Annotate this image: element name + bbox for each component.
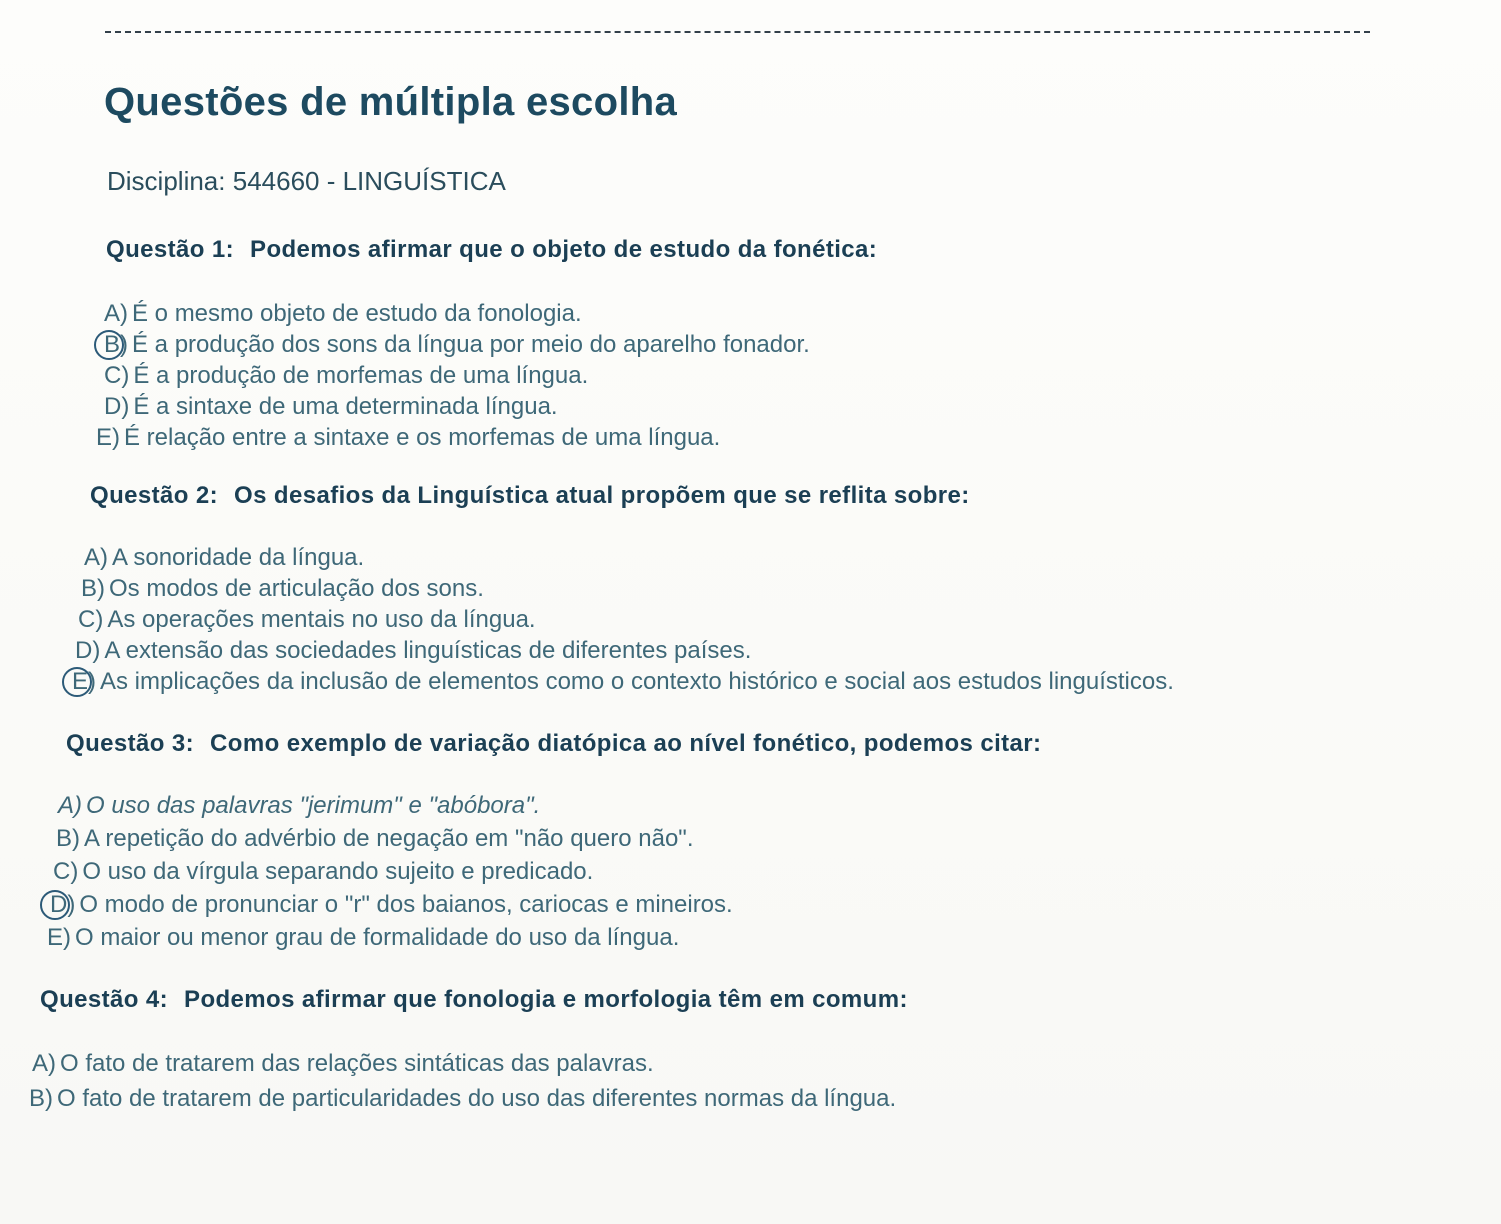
question-text: Podemos afirmar que fonologia e morfologia têm em comum: [184,986,908,1013]
option-c[interactable]: C) O uso da vírgula separando sujeito e predicado. [53,858,594,885]
option-c[interactable]: C) É a produção de morfemas de uma língua. [104,362,589,389]
option-a[interactable]: A) É o mesmo objeto de estudo da fonologia. [104,300,582,327]
option-b[interactable]: B) Os modos de articulação dos sons. [81,575,484,602]
question-4-options [29,1048,897,1114]
dashed-divider [105,31,1370,33]
option-b[interactable]: B) É a produção dos sons da língua por meio do aparelho fonador. [104,329,810,360]
option-d[interactable]: D) A extensão das sociedades linguísticas de diferentes países. [75,637,752,664]
question-4-title [40,986,908,1014]
question-text: Podemos afirmar que o objeto de estudo da fonética: [250,236,878,263]
question-text: Os desafios da Linguística atual propõem que se reflita sobre: [234,482,970,509]
option-b[interactable]: B) A repetição do advérbio de negação em "não quero não". [56,825,694,852]
question-2-title [90,482,970,510]
question-2-options [72,542,1174,697]
option-e[interactable]: E) É relação entre a sintaxe e os morfemas de uma língua. [96,424,721,451]
option-e[interactable]: E) O maior ou menor grau de formalidade do uso da língua. [47,924,680,951]
discipline-value: 544660 - LINGUÍSTICA [232,166,506,196]
option-a[interactable]: A) A sonoridade da língua. [84,544,365,571]
question-label: Questão 2: [90,482,219,509]
discipline-label: Disciplina: [107,166,226,196]
discipline-line [107,166,506,197]
question-3-title [66,730,1041,758]
answer-circle-mark [62,667,92,697]
option-d[interactable]: D) O modo de pronunciar o "r" dos baianos, cariocas e mineiros. [50,889,733,920]
option-a[interactable]: A) O fato de tratarem das relações sintáticas das palavras. [32,1050,654,1077]
page-title: Questões de múltipla escolha [104,80,678,124]
option-d[interactable]: D) É a sintaxe de uma determinada língua. [104,393,558,420]
question-1-title [106,236,877,264]
question-3-options [47,790,733,953]
answer-circle-mark [94,330,124,360]
option-c[interactable]: C) As operações mentais no uso da língua. [78,606,536,633]
question-label: Questão 3: [66,730,195,757]
option-e[interactable]: E) As implicações da inclusão de elementos como o contexto histórico e social aos estudos linguísticos. [72,666,1174,697]
option-b[interactable]: B) O fato de tratarem de particularidades do uso das diferentes normas da língua. [29,1085,897,1112]
question-label: Questão 1: [106,236,235,263]
answer-circle-mark [40,890,70,920]
question-text: Como exemplo de variação diatópica ao nível fonético, podemos citar: [210,730,1042,757]
question-1-options [96,298,810,453]
option-a[interactable]: A) O uso das palavras "jerimum" e "abóbora". [58,792,541,819]
question-label: Questão 4: [40,986,169,1013]
